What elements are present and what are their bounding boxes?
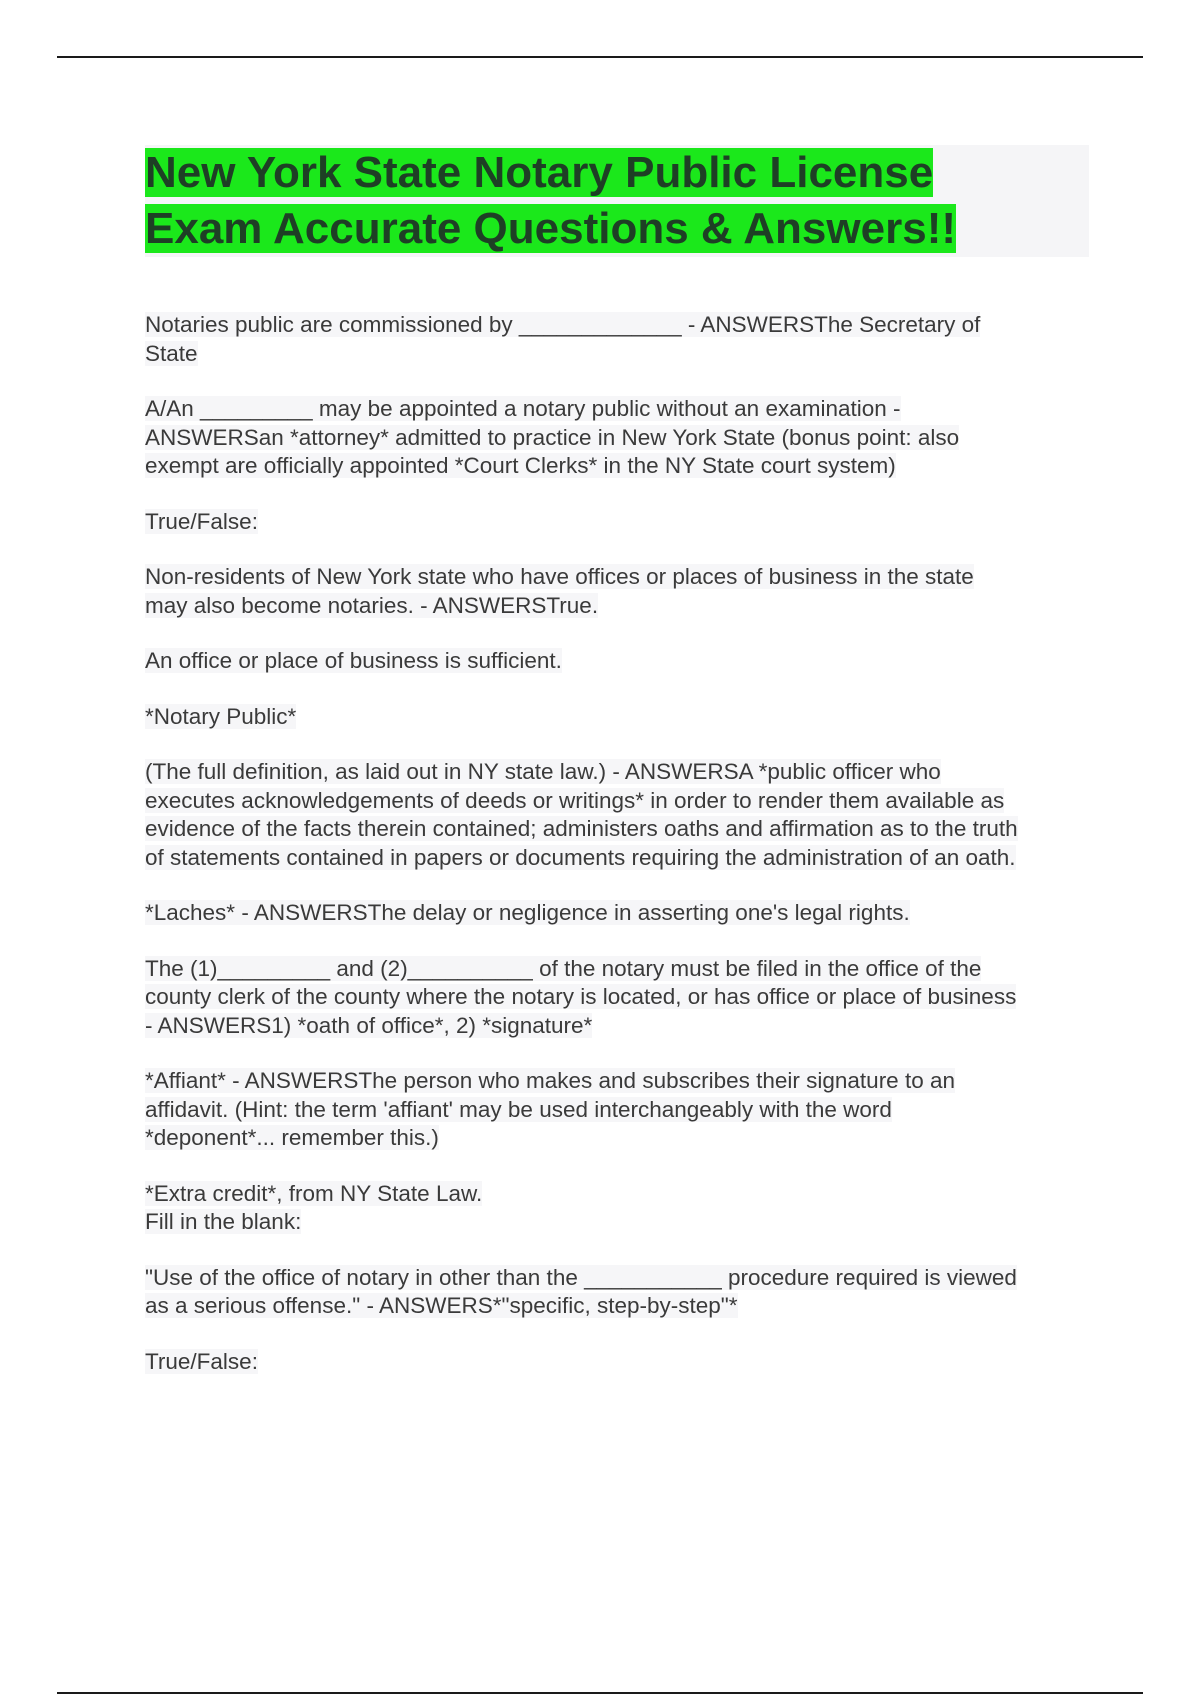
qa-block [145, 647, 1089, 676]
text-line: True/False: [145, 1348, 258, 1374]
qa-block [145, 508, 1089, 537]
text-line: A/An _________ may be appointed a notary public without an examination - [145, 396, 901, 421]
text-line: affidavit. (Hint: the term 'affiant' may be used interchangeably with the word [145, 1096, 892, 1122]
text-line: - ANSWERS1) *oath of office*, 2) *signature* [145, 1012, 593, 1038]
qa-block [145, 311, 1089, 368]
qa-block [145, 563, 1089, 620]
document-title [145, 145, 1089, 257]
qa-paragraph [145, 508, 1089, 537]
text-line: Notaries public are commissioned by _____________ - ANSWERSThe Secretary of [145, 312, 981, 337]
qa-block [145, 703, 1089, 732]
text-line: evidence of the facts therein contained; administers oaths and affirmation as to the truth [145, 816, 1018, 841]
qa-paragraph [145, 758, 1089, 872]
qa-block [145, 1180, 1089, 1237]
qa-block [145, 899, 1089, 928]
qa-paragraph [145, 1067, 1089, 1153]
text-line: True/False: [145, 508, 258, 534]
text-line: *Notary Public* [145, 703, 297, 729]
title-line-2: Exam Accurate Questions & Answers!! [145, 204, 956, 253]
qa-paragraph [145, 395, 1089, 481]
text-line: (The full definition, as laid out in NY state law.) - ANSWERSA *public officer who [145, 759, 941, 784]
qa-block [145, 1264, 1089, 1321]
qa-paragraph [145, 311, 1089, 368]
title-line-1: New York State Notary Public License [145, 148, 934, 197]
qa-paragraph [145, 1180, 1089, 1237]
text-line: *Extra credit*, from NY State Law. [145, 1180, 483, 1206]
text-line: "Use of the office of notary in other than the ___________ procedure required is viewed [145, 1264, 1017, 1290]
text-line: State [145, 340, 198, 366]
qa-paragraph [145, 703, 1089, 732]
bottom-rule [57, 1692, 1143, 1694]
qa-block [145, 395, 1089, 481]
text-line: Fill in the blank: [145, 1209, 302, 1234]
qa-block [145, 955, 1089, 1041]
qa-paragraph [145, 647, 1089, 676]
text-line: of statements contained in papers or documents requiring the administration of an oath. [145, 844, 1016, 870]
text-line: exempt are officially appointed *Court Clerks* in the NY State court system) [145, 453, 896, 478]
qa-block [145, 1348, 1089, 1377]
qa-list [145, 311, 1089, 1376]
top-rule [57, 56, 1143, 58]
text-line: An office or place of business is sufficient. [145, 648, 562, 673]
text-line: executes acknowledgements of deeds or writings* in order to render them available as [145, 787, 1005, 813]
text-line: county clerk of the county where the notary is located, or has office or place of business [145, 984, 1017, 1009]
text-line: Non-residents of New York state who have offices or places of business in the state [145, 564, 974, 589]
title-block [145, 145, 1089, 257]
text-line: The (1)_________ and (2)__________ of the notary must be filed in the office of the [145, 955, 982, 981]
qa-paragraph [145, 563, 1089, 620]
text-line: as a serious offense." - ANSWERS*"specific, step-by-step"* [145, 1293, 738, 1318]
qa-paragraph [145, 1264, 1089, 1321]
text-line: *Laches* - ANSWERSThe delay or negligence in asserting one's legal rights. [145, 900, 910, 925]
qa-paragraph [145, 955, 1089, 1041]
qa-block [145, 1067, 1089, 1153]
text-line: *Affiant* - ANSWERSThe person who makes and subscribes their signature to an [145, 1068, 955, 1093]
qa-paragraph [145, 1348, 1089, 1377]
document-body [145, 145, 1089, 1403]
text-line: may also become notaries. - ANSWERSTrue. [145, 592, 599, 618]
qa-paragraph [145, 899, 1089, 928]
text-line: ANSWERSan *attorney* admitted to practice in New York State (bonus point: also [145, 424, 960, 450]
text-line: *deponent*... remember this.) [145, 1125, 439, 1150]
qa-block [145, 758, 1089, 872]
